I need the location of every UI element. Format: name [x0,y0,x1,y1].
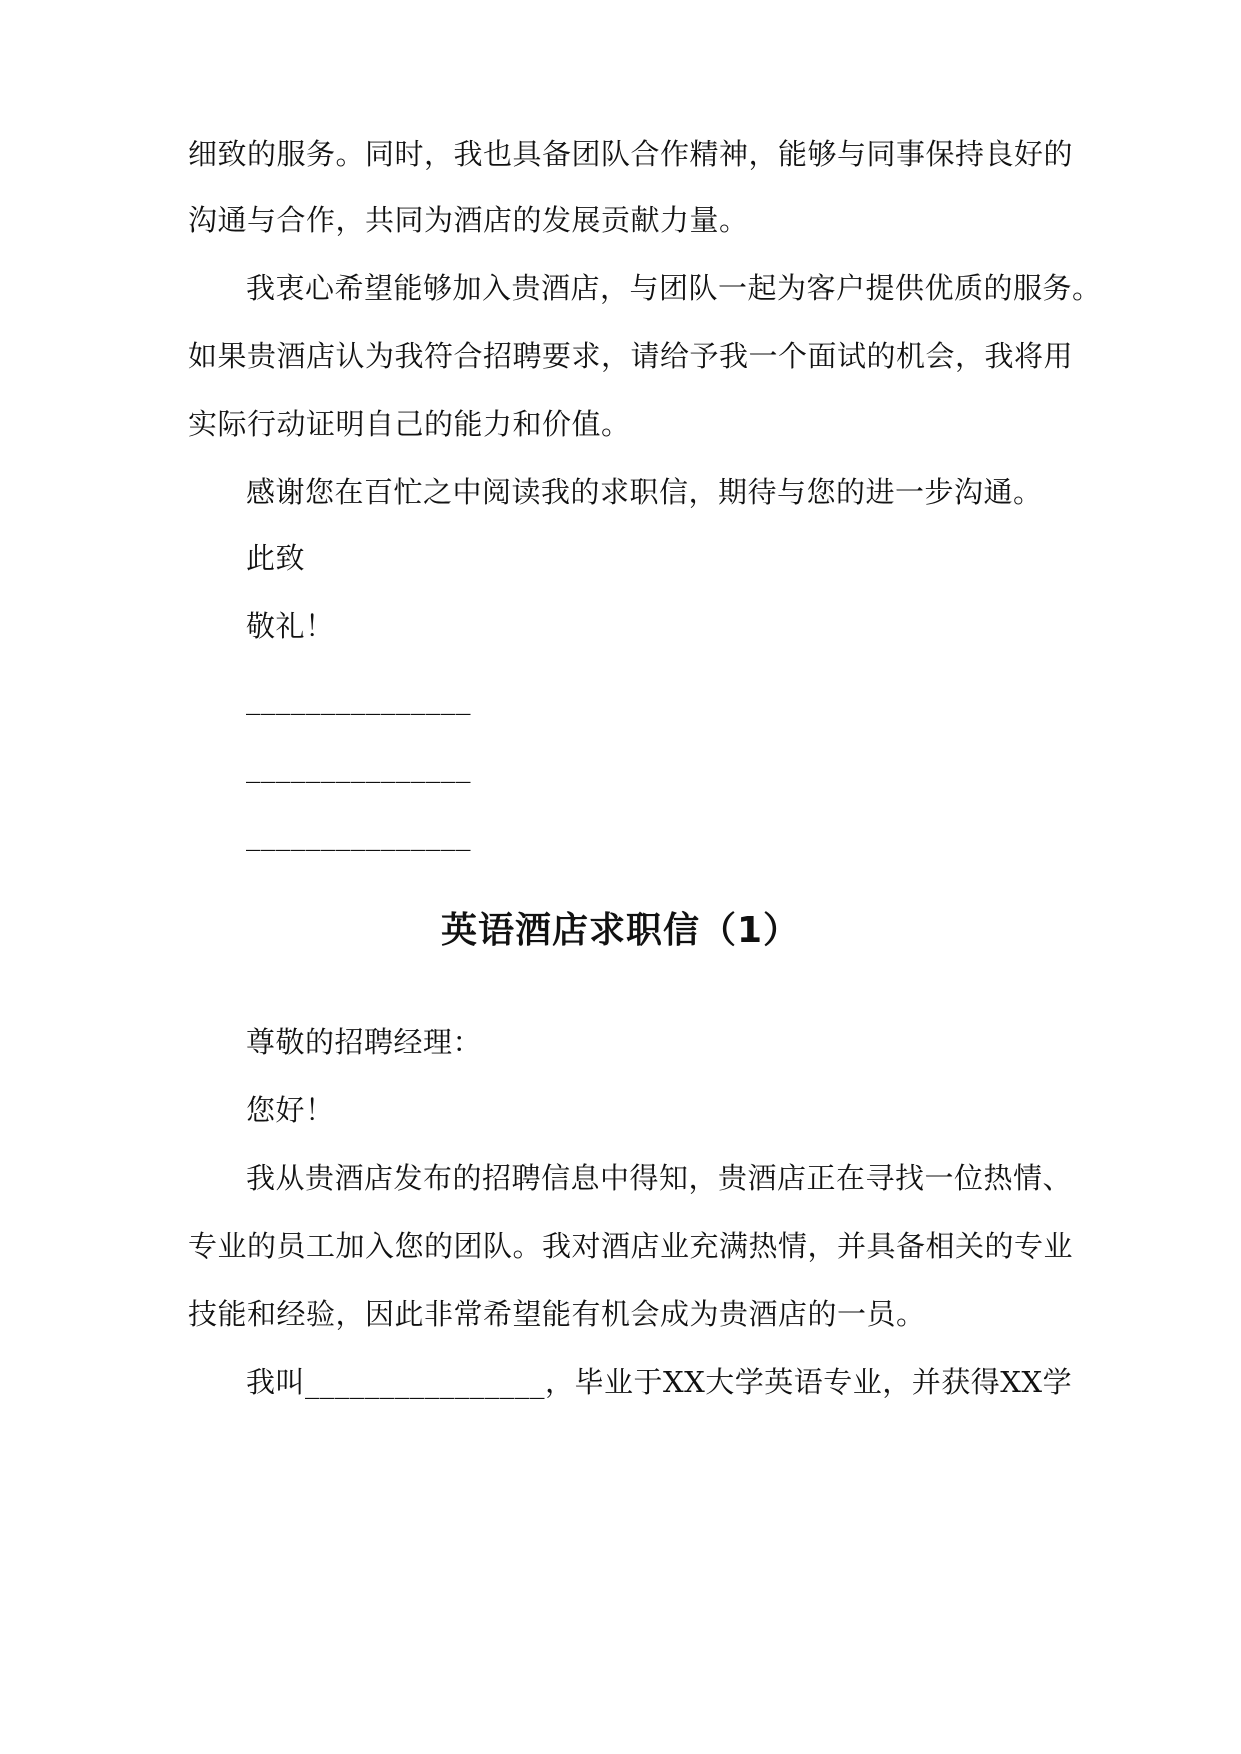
paragraph-line: 如果贵酒店认为我符合招聘要求，请给予我一个面试的机会，我将用 [188,339,1074,373]
section-title: 英语酒店求职信（1） [440,910,801,951]
paragraph-line: 专业的员工加入您的团队。我对酒店业充满热情，并具备相关的专业 [188,1229,1074,1263]
paragraph-line: 我从贵酒店发布的招聘信息中得知，贵酒店正在寻找一位热情、 [246,1161,1073,1195]
greeting-line: 尊敬的招聘经理： [246,1025,483,1059]
paragraph-line: 我衷心希望能够加入贵酒店，与团队一起为客户提供优质的服务。 [246,271,1102,305]
signature-blank: _______________ [246,817,471,851]
paragraph-line: 沟通与合作，共同为酒店的发展贡献力量。 [188,203,749,237]
paragraph-line: 感谢您在百忙之中阅读我的求职信，期待与您的进一步沟通。 [246,475,1043,509]
paragraph-line: 技能和经验，因此非常希望能有机会成为贵酒店的一员。 [188,1297,926,1331]
paragraph-line: 细致的服务。同时，我也具备团队合作精神，能够与同事保持良好的 [188,137,1074,171]
paragraph-line: 我叫________________，毕业于XX大学英语专业，并获得XX学 [246,1365,1073,1399]
closing-respect: 敬礼！ [246,609,335,643]
signature-blank: _______________ [246,749,471,783]
signature-blank: _______________ [246,681,471,715]
closing-salutation: 此致 [246,541,306,575]
paragraph-line: 实际行动证明自己的能力和价值。 [188,407,631,441]
greeting-line: 您好！ [246,1093,335,1127]
